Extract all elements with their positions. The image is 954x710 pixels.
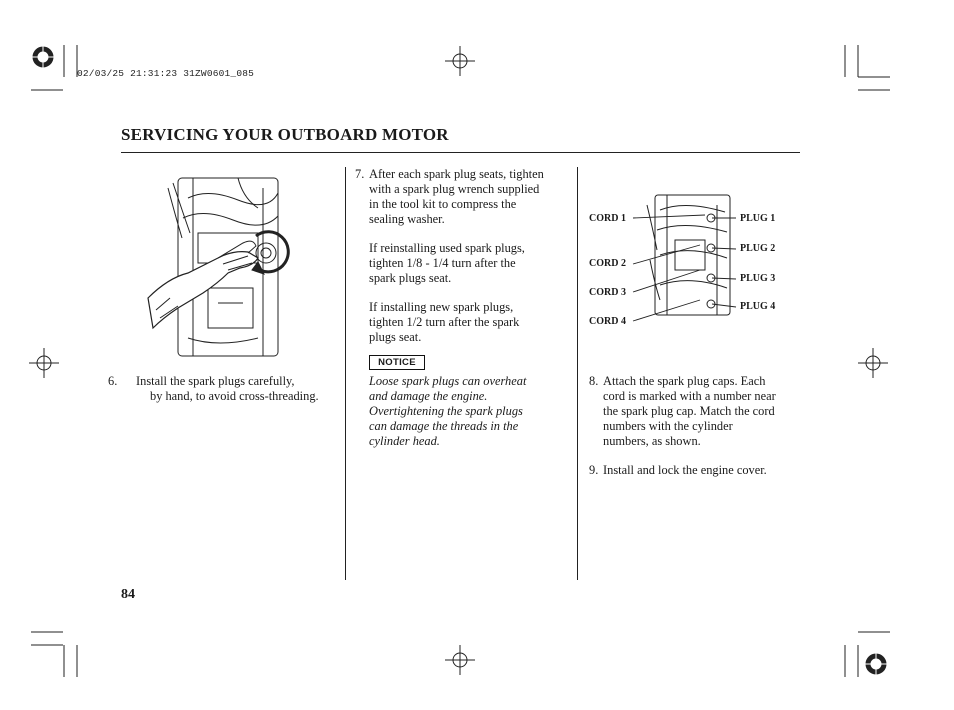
step-8 — [589, 374, 804, 449]
notice-line-5: cylinder head. — [369, 434, 440, 448]
step-8-line-2: cord is marked with a number near — [603, 389, 776, 403]
step-6-line-2: by hand, to avoid cross-threading. — [150, 389, 319, 403]
page-number: 84 — [121, 587, 135, 602]
step-7 — [355, 167, 570, 227]
notice-line-2: and damage the engine. — [369, 389, 488, 403]
step-6-number: 6. — [108, 374, 118, 388]
step-7-line-4: sealing washer. — [369, 212, 445, 226]
used-plugs-line-2: tighten 1/8 - 1/4 turn after the — [369, 256, 516, 270]
print-stamp: 02/03/25 21:31:23 31ZW0601_085 — [77, 68, 255, 79]
notice-text — [369, 374, 569, 449]
step-8-line-1: Attach the spark plug caps. Each — [603, 374, 766, 388]
crosshair-icon-top-left — [29, 43, 57, 71]
plug-2-label: PLUG 2 — [740, 243, 776, 254]
step-9 — [589, 463, 804, 478]
title-rule — [121, 152, 800, 153]
step-6-line-1: Install the spark plugs carefully, — [136, 374, 295, 388]
plug-1-label: PLUG 1 — [740, 213, 776, 224]
page-title: SERVICING YOUR OUTBOARD MOTOR — [121, 125, 449, 144]
cord-1-label: CORD 1 — [589, 213, 626, 224]
step-7-line-2: with a spark plug wrench supplied — [369, 182, 540, 196]
notice-line-4: can damage the threads in the — [369, 419, 519, 433]
step-6 — [108, 374, 346, 404]
new-plugs-line-3: plugs seat. — [369, 330, 422, 344]
plug-3-label: PLUG 3 — [740, 273, 776, 284]
new-plugs-line-1: If installing new spark plugs, — [369, 300, 514, 314]
crosshair-icon-bottom-right — [862, 650, 890, 678]
new-plugs-paragraph — [369, 300, 569, 345]
cord-4-label: CORD 4 — [589, 316, 626, 327]
step-7-line-3: in the tool kit to compress the — [369, 197, 517, 211]
cord-3-label: CORD 3 — [589, 287, 626, 298]
step-8-number: 8. — [589, 374, 599, 388]
used-plugs-line-1: If reinstalling used spark plugs, — [369, 241, 525, 255]
used-plugs-paragraph — [369, 241, 569, 286]
step-8-line-4: numbers with the cylinder — [603, 419, 733, 433]
step-9-line-1: Install and lock the engine cover. — [603, 463, 767, 477]
cord-2-label: CORD 2 — [589, 258, 626, 269]
step-7-line-1: After each spark plug seats, tighten — [369, 167, 544, 181]
step-7-number: 7. — [355, 167, 365, 181]
column-divider-right — [577, 167, 578, 580]
new-plugs-line-2: tighten 1/2 turn after the spark — [369, 315, 520, 329]
step-9-number: 9. — [589, 463, 599, 477]
plug-4-label: PLUG 4 — [740, 301, 776, 312]
step-8-line-3: the spark plug cap. Match the cord — [603, 404, 775, 418]
cord-plug-diagram — [645, 190, 745, 320]
notice-line-1: Loose spark plugs can overheat — [369, 374, 527, 388]
notice-badge: NOTICE — [369, 355, 425, 370]
spark-plug-install-illustration — [148, 178, 288, 358]
used-plugs-line-3: spark plugs seat. — [369, 271, 452, 285]
notice-line-3: Overtightening the spark plugs — [369, 404, 523, 418]
step-8-line-5: numbers, as shown. — [603, 434, 701, 448]
